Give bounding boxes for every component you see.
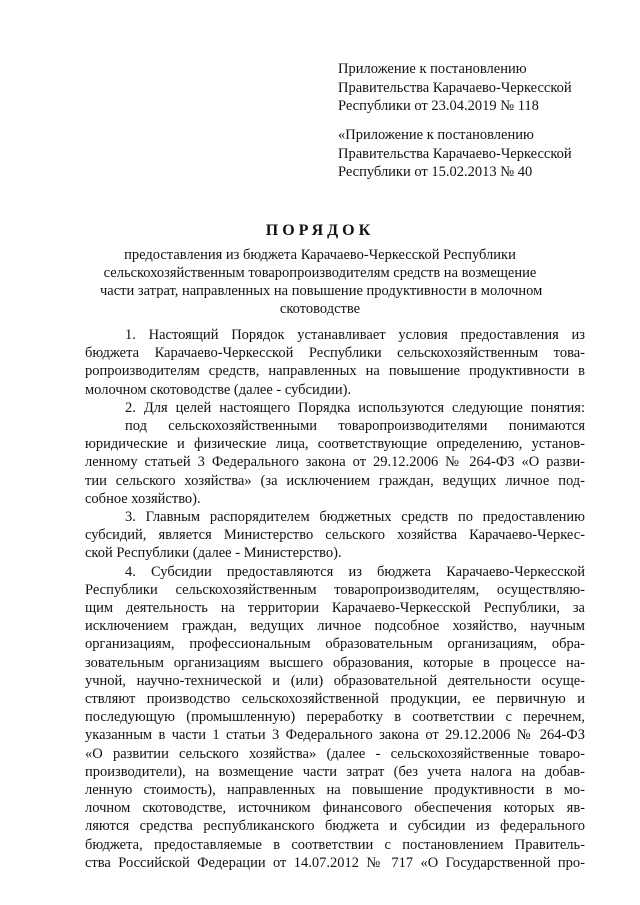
annex-line: Республики от 23.04.2019 № 118: [338, 98, 539, 114]
text-line: субсидий, является Министерство сельского хозяйства Карачаево-Черкес-: [85, 527, 585, 544]
text-line: ленную стоимость), направленных на повышение продуктивности в мо-: [85, 782, 585, 799]
document-title: ПОРЯДОК: [265, 222, 375, 239]
text-line: организациям, профессиональным образовательным организациям, обра-: [85, 636, 585, 653]
subtitle-line: предоставления из бюджета Карачаево-Черкесской Республики: [124, 247, 516, 263]
text-line: «О развитии сельского хозяйства» (далее - сельскохозяйственные товаро-: [85, 745, 585, 762]
annex-line: Республики от 15.02.2013 № 40: [338, 164, 533, 180]
text-line: Республики сельскохозяйственным товаропроизводителям, осуществляю-: [85, 581, 585, 598]
text-line: ленному статьей 3 Федерального закона от 29.12.2006 № 264-ФЗ «О разви-: [85, 454, 585, 471]
annex-line: Приложение к постановлению: [338, 61, 527, 77]
document-body: [85, 326, 585, 872]
text-line: ствляют производство сельскохозяйственной продукции, ее первичную и: [85, 691, 585, 708]
subtitle-line: скотоводстве: [279, 301, 361, 317]
text-line: бюджета, предоставляемые в соответствии с постановлением Правитель-: [85, 836, 585, 853]
subtitle-line: сельскохозяйственным товаропроизводителям средств на возмещение: [103, 265, 537, 281]
annex-header-current: [338, 60, 618, 116]
text-line: ропроизводителям средств, направленных на повышение продуктивности в: [85, 363, 585, 380]
text-line: ства Российской Федерации от 14.07.2012 № 717 «О Государственной про-: [85, 854, 585, 871]
annex-line: Правительства Карачаево-Черкесской: [338, 79, 572, 96]
text-line: зовательным организациям высшего образования, которые в процессе на-: [85, 654, 585, 671]
text-line: собное хозяйство).: [85, 490, 201, 507]
annex-header-original: [338, 126, 618, 182]
text-line: бюджета Карачаево-Черкесской Республики сельскохозяйственным това-: [85, 345, 585, 362]
text-line: исключением граждан, ведущих личное подсобное хозяйство, научным: [85, 618, 585, 635]
text-line: ляются средства республиканского бюджета и субсидии из федерального: [85, 818, 585, 835]
text-line: молочном скотоводстве (далее - субсидии).: [85, 381, 352, 398]
text-line: учной, научно-технической и (или) образовательной деятельности осуще-: [85, 672, 585, 689]
annex-line: Правительства Карачаево-Черкесской: [338, 145, 572, 162]
text-line: лочном скотоводстве, источником финансового обеспечения которых яв-: [85, 800, 585, 817]
text-line: 1. Настоящий Порядок устанавливает условия предоставления из: [125, 327, 585, 343]
subtitle-line: части затрат, направленных на повышение продуктивности в молочном: [100, 283, 543, 299]
paragraph-3: [85, 508, 585, 563]
paragraph-1: [85, 326, 585, 399]
text-line: указанным в части 1 статьи 3 Федерального закона от 29.12.2006 № 264-ФЗ: [85, 727, 585, 744]
annex-line: «Приложение к постановлению: [338, 127, 534, 143]
text-line: производители), на возмещение части затрат (без учета налога на добав-: [85, 763, 585, 780]
text-line: 2. Для целей настоящего Порядка используются следующие понятия:: [125, 399, 585, 416]
text-line: последующую (промышленную) переработку в соответствии с перечнем,: [85, 709, 585, 726]
paragraph-4: [85, 563, 585, 872]
document-subtitle: [100, 246, 543, 318]
paragraph-2: [85, 399, 585, 508]
text-line: 4. Субсидии предоставляются из бюджета Карачаево-Черкесской: [125, 563, 585, 580]
text-line: тии сельского хозяйства» (за исключением граждан, ведущих личное под-: [85, 472, 585, 489]
text-line: ской Республики (далее - Министерство).: [85, 545, 342, 562]
text-line: щим деятельность на территории Карачаево-Черкесской Республики, за: [85, 600, 585, 617]
text-line: под сельскохозяйственными товаропроизводителями понимаются: [125, 418, 585, 435]
text-line: 3. Главным распорядителем бюджетных средств по предоставлению: [125, 509, 585, 526]
text-line: юридические и физические лица, соответствующие определению, установ-: [85, 436, 585, 453]
